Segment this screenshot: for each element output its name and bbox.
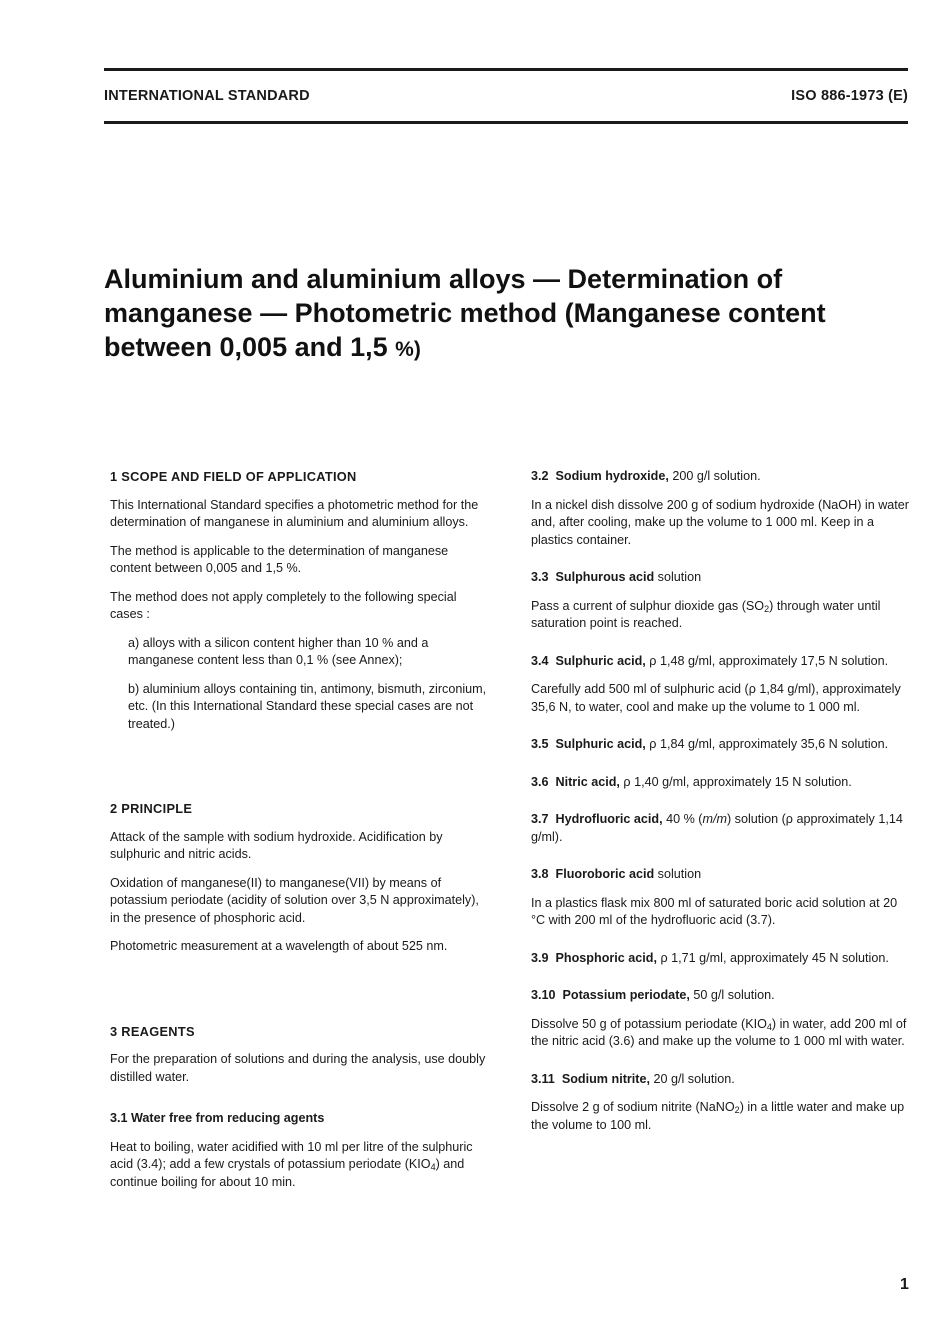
reagent-3-11-body: Dissolve 2 g of sodium nitrite (NaNO$_2$) in a little water and make up the volume to 100 ml. [531, 1100, 905, 1132]
section-1-paragraph-1: This International Standard specifies a photometric method for the determination of manganese in aluminium and aluminium alloys. [110, 497, 479, 529]
section-2-paragraph-1: Attack of the sample with sodium hydroxide. Acidification by sulphuric and nitric acids. [110, 829, 443, 861]
reagent-3-8-heading: 3.8 Fluoroboric acid solution [531, 867, 702, 881]
section-3-1-heading: 3.1 Water free from reducing agents [110, 1111, 325, 1125]
reagent-3-10-heading: 3.10 Potassium periodate, 50 g/l solution. [531, 988, 775, 1002]
reagent-3-2-body: In a nickel dish dissolve 200 g of sodium hydroxide (NaOH) in water and, after cooling, make up the volume to 1 000 ml. Keep in a plastics container. [531, 497, 909, 547]
section-2-paragraph-2: Oxidation of manganese(II) to manganese(VII) by means of potassium periodate (acidity of solution over 3,5 N approximately), in the presence of phosphoric acid. [110, 875, 479, 925]
reagent-3-2-heading: 3.2 Sodium hydroxide, 200 g/l solution. [531, 469, 761, 483]
reagent-3-3-heading: 3.3 Sulphurous acid solution [531, 570, 702, 584]
section-3-heading: 3 REAGENTS [110, 1023, 195, 1039]
reagent-3-5-heading: 3.5 Sulphuric acid, ρ 1,84 g/ml, approximately 35,6 N solution. [531, 737, 889, 751]
document-type: INTERNATIONAL STANDARD [104, 88, 310, 104]
title-line-3: between 0,005 and 1,5 %) [104, 332, 421, 362]
right-column [531, 468, 913, 1134]
section-2-heading: 2 PRINCIPLE [110, 801, 193, 816]
reagent-3-10-body: Dissolve 50 g of potassium periodate $(KIO_4)$ in water, add 200 ml of the nitric acid (3.6) and make up the volume to 1 000 ml with water. [531, 1016, 907, 1048]
list-item-b: b) aluminium alloys containing tin, antimony, bismuth, zirconium, etc. (In this International Standard these special cases are not treated.) [128, 681, 487, 731]
reagent-3-9-heading: 3.9 Phosphoric acid, ρ 1,71 g/ml, approximately 45 N solution. [531, 950, 889, 965]
page-number: 1 [900, 1276, 909, 1293]
header-rule [104, 121, 908, 124]
title-line-2: manganese — Photometric method (Manganese content [104, 298, 826, 328]
reagent-3-11-heading: 3.11 Sodium nitrite, 20 g/l solution. [531, 1071, 735, 1086]
left-column [110, 468, 492, 1191]
reagent-3-8-body: In a plastics flask mix 800 ml of saturated boric acid solution at 20 °C with 200 ml of the hydrofluoric acid (3.7). [531, 895, 898, 927]
title-line-1: Aluminium and aluminium alloys — Determination of [104, 264, 783, 294]
section-1-heading: 1 SCOPE AND FIELD OF APPLICATION [110, 469, 357, 484]
reagent-3-3-body: Pass a current of sulphur dioxide gas $(SO_2)$ through water until saturation point is reached. [531, 598, 881, 630]
reagent-3-4-heading: 3.4 Sulphuric acid, ρ 1,48 g/ml, approximately 17,5 N solution. [531, 653, 889, 668]
section-3-1-body: Heat to boiling, water acidified with 10 ml per litre of the sulphuric acid (3.4); add a few crystals of potassium periodate $(KIO_4)$ and continue boiling for about 10 min. [110, 1139, 473, 1189]
section-2-paragraph-3: Photometric measurement at a wavelength of about 525 nm. [110, 939, 448, 953]
section-3-paragraph-1: For the preparation of solutions and during the analysis, use doubly distilled water. [110, 1052, 486, 1084]
top-rule [104, 68, 908, 71]
section-1-paragraph-3: The method does not apply completely to the following special cases : [110, 589, 457, 621]
reagent-3-4-body: Carefully add 500 ml of sulphuric acid (ρ 1,84 g/ml), approximately 35,6 N, to water, cool and make up the volume to 1 000 ml. [531, 682, 901, 714]
document-title [104, 262, 884, 367]
reagent-3-6-heading: 3.6 Nitric acid, ρ 1,40 g/ml, approximately 15 N solution. [531, 774, 852, 789]
reagent-3-7-heading: 3.7 Hydrofluoric acid, 40 % (m/m) solution (ρ approximately 1,14 g/ml). [531, 812, 903, 844]
list-item-a: a) alloys with a silicon content higher than 10 % and a manganese content less than 0,1 % (see Annex); [128, 635, 429, 667]
section-1-paragraph-2: The method is applicable to the determination of manganese content between 0,005 and 1,5 %. [110, 543, 449, 575]
standard-reference: ISO 886-1973 (E) [791, 88, 908, 104]
